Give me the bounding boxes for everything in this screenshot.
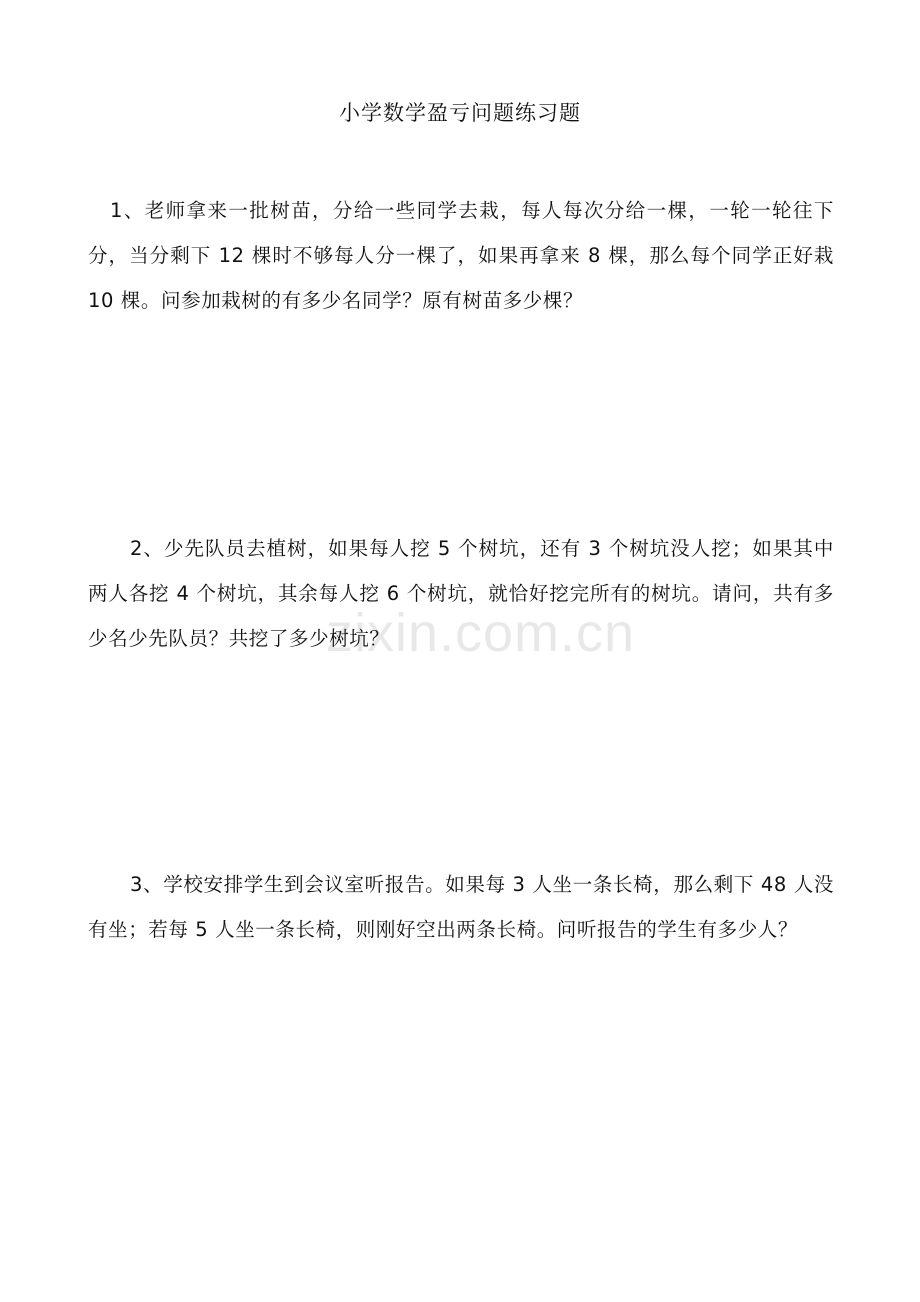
problem-1: 1、老师拿来一批树苗，分给一些同学去栽，每人每次分给一棵，一轮一轮往下分，当分剩下 12 棵时不够每人分一棵了，如果再拿来 8 棵，那么每个同学正好栽 10 棵。问参加栽树的有多少名同学？原有树苗多少棵？ bbox=[88, 199, 834, 312]
page-title: 小学数学盈亏问题练习题 bbox=[339, 101, 581, 125]
problem-3: 3、学校安排学生到会议室听报告。如果每 3 人坐一条长椅，那么剩下 48 人没有坐；若每 5 人坐一条长椅，则刚好空出两条长椅。问听报告的学生有多少人？ bbox=[88, 873, 834, 941]
problem-2: 2、少先队员去植树，如果每人挖 5 个树坑，还有 3 个树坑没人挖；如果其中两人各挖 4 个树坑，其余每人挖 6 个树坑，就恰好挖完所有的树坑。请问，共有多少名少先队员？共挖了多少树坑？ bbox=[88, 537, 834, 650]
watermark-text: zixin.com.cn bbox=[326, 603, 636, 663]
